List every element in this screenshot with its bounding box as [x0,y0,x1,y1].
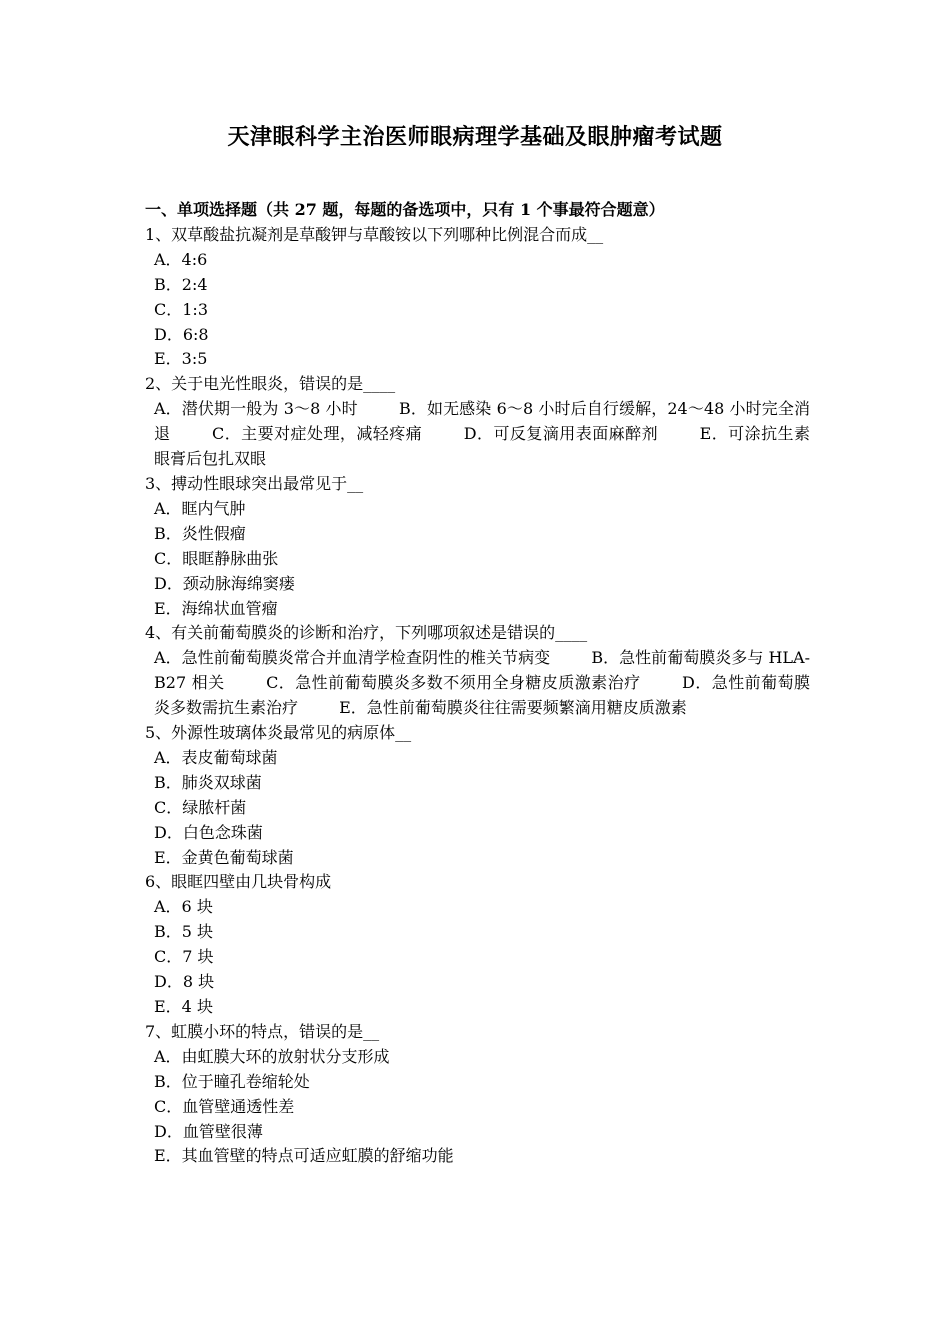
question-stem: 3、搏动性眼球突出最常见于__ [145,473,364,493]
option-c: C．绿脓杆菌 [154,797,247,817]
option-b: B．5 块 [154,922,214,942]
option-a: A．6 块 [154,897,213,917]
option-d: D．白色念珠菌 [154,822,263,842]
option-a: A．表皮葡萄球菌 [154,747,278,767]
question-stem: 1、双草酸盐抗凝剂是草酸钾与草酸铵以下列哪种比例混合而成__ [145,224,604,244]
option-c: C．7 块 [154,947,214,967]
option-a: A．急性前葡萄膜炎常合并血清学检查阴性的椎关节病变 [154,648,551,668]
question-1 [145,223,810,372]
option-a: A．眶内气肿 [154,498,246,518]
option-d: D．6:8 [154,324,209,344]
inline-options [145,397,810,472]
option-d: D．可反复滴用表面麻醉剂 [463,424,659,444]
option-c: C．血管壁通透性差 [154,1096,295,1116]
option-d: D．颈动脉海绵窦瘘 [154,573,295,593]
option-e: E．3:5 [154,349,208,369]
option-e: E．其血管壁的特点可适应虹膜的舒缩功能 [154,1146,454,1166]
option-e: E．4 块 [154,997,213,1016]
option-b: B．急性前葡萄膜炎多与 HLA-B27 相关 [154,648,810,693]
option-e: E．可涂抗生素眼膏后包扎双眼 [154,424,810,469]
option-e: E．金黄色葡萄球菌 [154,847,294,867]
question-stem: 7、虹膜小环的特点，错误的是__ [145,1021,380,1041]
option-b: B．炎性假瘤 [154,523,246,543]
option-c: C．眼眶静脉曲张 [154,548,279,568]
option-b: B．2:4 [154,274,208,294]
question-3 [145,472,810,621]
question-stem: 2、关于电光性眼炎，错误的是____ [145,374,396,394]
question-stem: 4、有关前葡萄膜炎的诊断和治疗，下列哪项叙述是错误的____ [145,623,588,643]
option-a: A．由虹膜大环的放射状分支形成 [154,1046,390,1066]
question-2 [145,372,810,472]
option-d: D．急性前葡萄膜炎多数需抗生素治疗 [154,673,810,718]
option-a: A．潜伏期一般为 3～8 小时 [154,399,358,419]
question-stem: 6、眼眶四壁由几块骨构成 [145,872,332,892]
question-7 [145,1020,810,1169]
option-e: E．急性前葡萄膜炎往往需要频繁滴用糖皮质激素 [339,698,687,718]
option-e: E．海绵状血管瘤 [154,598,278,618]
option-b: B．如无感染 6～8 小时后自行缓解，24～48 小时完全消退 [154,399,810,444]
option-c: C．急性前葡萄膜炎多数不须用全身糖皮质激素治疗 [266,673,641,693]
question-4 [145,621,810,721]
document-body [145,198,810,1169]
inline-options [145,646,810,721]
option-b: B．位于瞳孔卷缩轮处 [154,1071,310,1091]
question-6 [145,870,810,1019]
question-5 [145,721,810,870]
option-c: C．主要对症处理，减轻疼痛 [212,424,423,444]
section-heading: 一、单项选择题（共 27 题，每题的备选项中，只有 1 个事最符合题意） [145,200,665,219]
option-d: D．血管壁很薄 [154,1121,263,1141]
option-a: A．4:6 [154,249,208,269]
document-title: 天津眼科学主治医师眼病理学基础及眼肿瘤考试题 [227,124,723,150]
question-stem: 5、外源性玻璃体炎最常见的病原体__ [145,723,412,743]
option-d: D．8 块 [154,972,215,992]
option-b: B．肺炎双球菌 [154,772,262,792]
option-c: C．1:3 [154,299,208,319]
